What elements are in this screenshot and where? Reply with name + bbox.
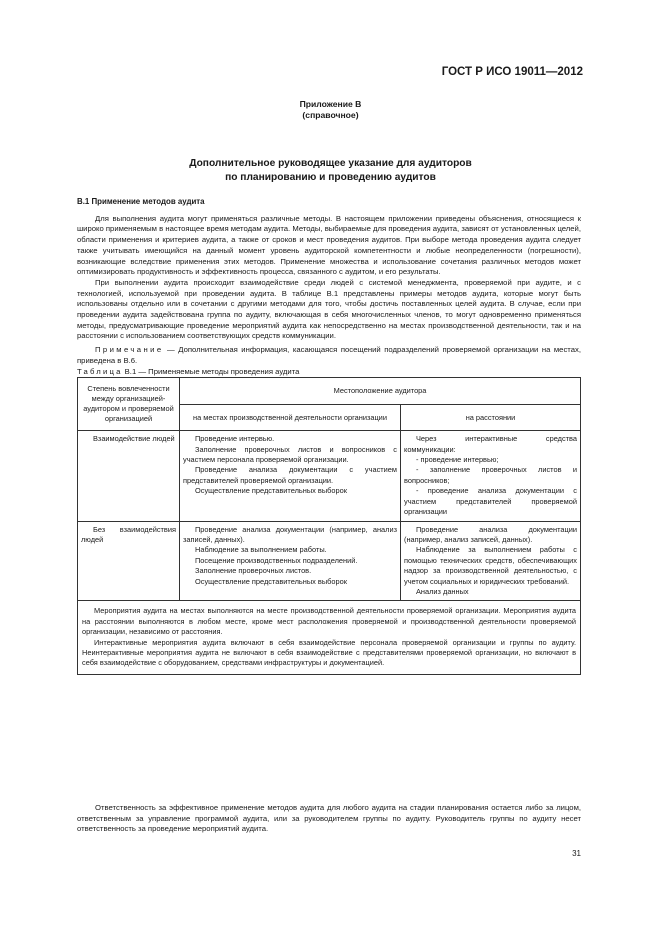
note (77, 345, 581, 366)
head-onsite: на местах производственной деятельности организации (180, 404, 401, 431)
table-footnote: Мероприятия аудита на местах выполняются на месте производственной деятельности проверяемой организации. Мероприятия аудита на расстоянии выполняются в любом месте, кроме мест расположения проверяемой и производственной деятельности проверяемой организации, независимо от расстояния. Интерактивные мероприятия аудита включают в себя взаимодействие персонала проверяемой организации и группы по аудиту. Неинтерактивные мероприятия аудита не включают в себя взаимодействие с представителями проверяемой организации, но включают в себя взаимодействие с оборудованием, средствами инфраструктуры и документацией. (78, 601, 581, 674)
annex-title-line1: Дополнительное руководящее указание для аудиторов (189, 158, 472, 169)
table-caption (77, 367, 581, 378)
annex-status: (справочное) (302, 110, 359, 120)
paragraph-1: Для выполнения аудита могут применяться различные методы. В настоящем приложении приведены объяснения, относящиеся к широко применяемым в настоящее время методам аудита. Методы, выбираемые для проведения аудита, зависят от установленных целей, области применения и критериев аудита, а также от сроков и мест проведения аудитов. При выборе метода проведения аудита следует также учитывать имеющийся на данный момент уровень аудиторской компетентности и любые неопределенности (погрешности), возникающие вследствие применения этих методов. Применение множества и использование сочетания различных методов может оптимизировать продуктивность и эффективность процесса, связанного с аудитом, и его результаты. (77, 213, 581, 277)
note-text: — Дополнительная информация, касающаяся посещений подразделений проверяемой организации на местах, приведена в В.6. (77, 345, 581, 365)
standard-id: ГОСТ Р ИСО 19011—2012 (441, 66, 583, 78)
annex-label: Приложение В (299, 99, 362, 109)
table-caption-label: Таблица (77, 366, 123, 376)
audit-methods-table (77, 377, 581, 675)
annex-heading (0, 99, 661, 121)
row-label: Взаимодействие людей (78, 431, 180, 521)
table-row (78, 521, 581, 601)
onsite-cell: Проведение анализа документации (например, анализ записей, данных). Наблюдение за выполнением работы. Посещение производственных подразделений. Заполнение проверочных листов. Осуществление представительных выборок (180, 521, 401, 601)
annex-title (0, 157, 661, 184)
table-caption-text: В.1 — Применяемые методы проведения аудита (122, 366, 300, 376)
paragraph-2: При выполнении аудита происходит взаимодействие среди людей с системой менеджмента, проверяемой при аудите, и с технологией, используемой при проведении аудита. В таблице В.1 представлены примеры методов аудита, которые могут быть использованы отдельно или в сочетании с другими методами для того, чтобы достичь поставленных целей аудита. В случае, если при проведении аудита задействована группа по аудиту, включающая в себя многочисленных членов, то могут одновременно применяться методы, предусматривающие проведение мероприятий аудита как непосредственно на местах производственной деятельности, так и на расстоянии с использованием соответствующих средств коммуникации. (77, 277, 581, 341)
note-label: Примечание (95, 345, 164, 355)
section-b1 (77, 197, 581, 675)
section-heading: В.1 Применение методов аудита (77, 197, 205, 206)
page-number: 31 (572, 849, 581, 858)
remote-cell: Проведение анализа документации (например, анализ записей, данных). Наблюдение за выполнением работы с помощью технических средств, обеспечивающих надзор за производственной деятельностью, с учетом социальных и юридических требований. Анализ данных (401, 521, 581, 601)
remote-cell: Через интерактивные средства коммуникации: - проведение интервью; - заполнение проверочных листов и вопросников; - проведение анализа документации с участием представителей проверяемой организации (401, 431, 581, 521)
annex-title-line2: по планированию и проведению аудитов (225, 171, 436, 183)
row-label: Без взаимодействия людей (78, 521, 180, 601)
head-remote: на расстоянии (401, 404, 581, 431)
onsite-cell: Проведение интервью. Заполнение проверочных листов и вопросников с участием персонала проверяемой организации. Проведение анализа документации с участием представителей проверяемой организации. Осуществление представительных выборок (180, 431, 401, 521)
table-row (78, 431, 581, 521)
head-involvement: Степень вовлеченности между организацией-аудитором и проверяемой организацией (78, 378, 180, 431)
head-location: Местоположение аудитора (180, 378, 581, 405)
closing-paragraph: Ответственность за эффективное применение методов аудита для любого аудита на стадии планирования остается либо за лицом, ответственным за управление программой аудита, или за руководителем группы по аудиту. Руководитель группы по аудиту несет ответственность за проведение мероприятий аудита. (77, 803, 581, 834)
